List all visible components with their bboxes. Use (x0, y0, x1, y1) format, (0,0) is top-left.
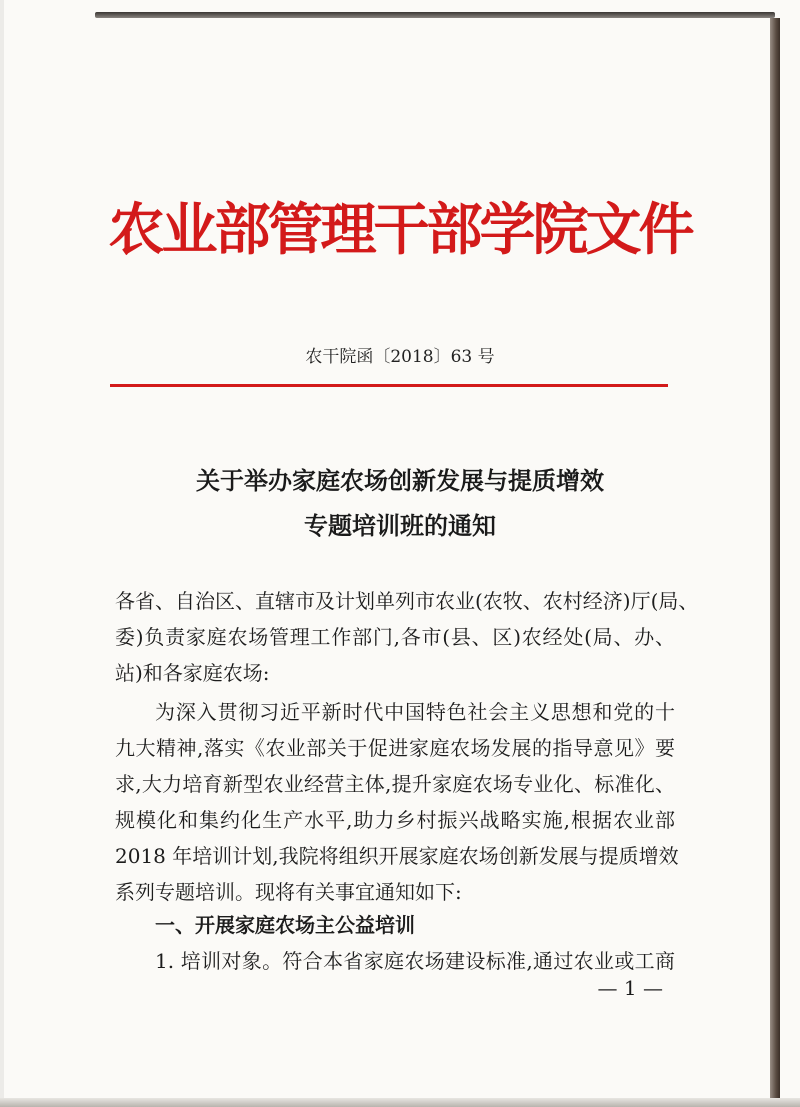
paper-edge-bottom (0, 1098, 800, 1107)
document-number: 农干院函〔2018〕63 号 (305, 347, 495, 367)
paragraph-line-4: 规模化和集约化生产水平,助力乡村振兴战略实施,根据农业部 (115, 808, 675, 832)
paragraph-line-1: 为深入贯彻习近平新时代中国特色社会主义思想和党的十 (155, 700, 675, 724)
paper-edge-top (95, 12, 775, 18)
addressee-line-2: 委)负责家庭农场管理工作部门,各市(县、区)农经处(局、办、 (115, 625, 675, 649)
page-number: — 1 — (597, 976, 663, 1000)
paragraph-line-6: 系列专题培训。现将有关事宜通知如下: (115, 880, 462, 904)
notice-title-line-1: 关于举办家庭农场创新发展与提质增效 (196, 466, 604, 495)
notice-title-line-2: 专题培训班的通知 (304, 511, 496, 540)
addressee-line-1: 各省、自治区、直辖市及计划单列市农业(农牧、农村经济)厅(局、 (115, 589, 699, 613)
paragraph-line-3: 求,大力培育新型农业经营主体,提升家庭农场专业化、标准化、 (115, 772, 675, 796)
document-header: 农业部管理干部学院文件 (108, 197, 692, 263)
paragraph-line-5: 2018 年培训计划,我院将组织开展家庭农场创新发展与提质增效 (115, 844, 679, 868)
red-separator-line (110, 384, 668, 387)
paragraph-line-2: 九大精神,落实《农业部关于促进家庭农场发展的指导意见》要 (115, 736, 675, 760)
paper-edge-left (0, 0, 4, 1107)
item-line: 1. 培训对象。符合本省家庭农场建设标准,通过农业或工商 (155, 949, 675, 973)
addressee-line-3: 站)和各家庭农场: (115, 661, 270, 685)
paper-edge-right (770, 18, 780, 1098)
section-heading: 一、开展家庭农场主公益培训 (155, 913, 415, 937)
